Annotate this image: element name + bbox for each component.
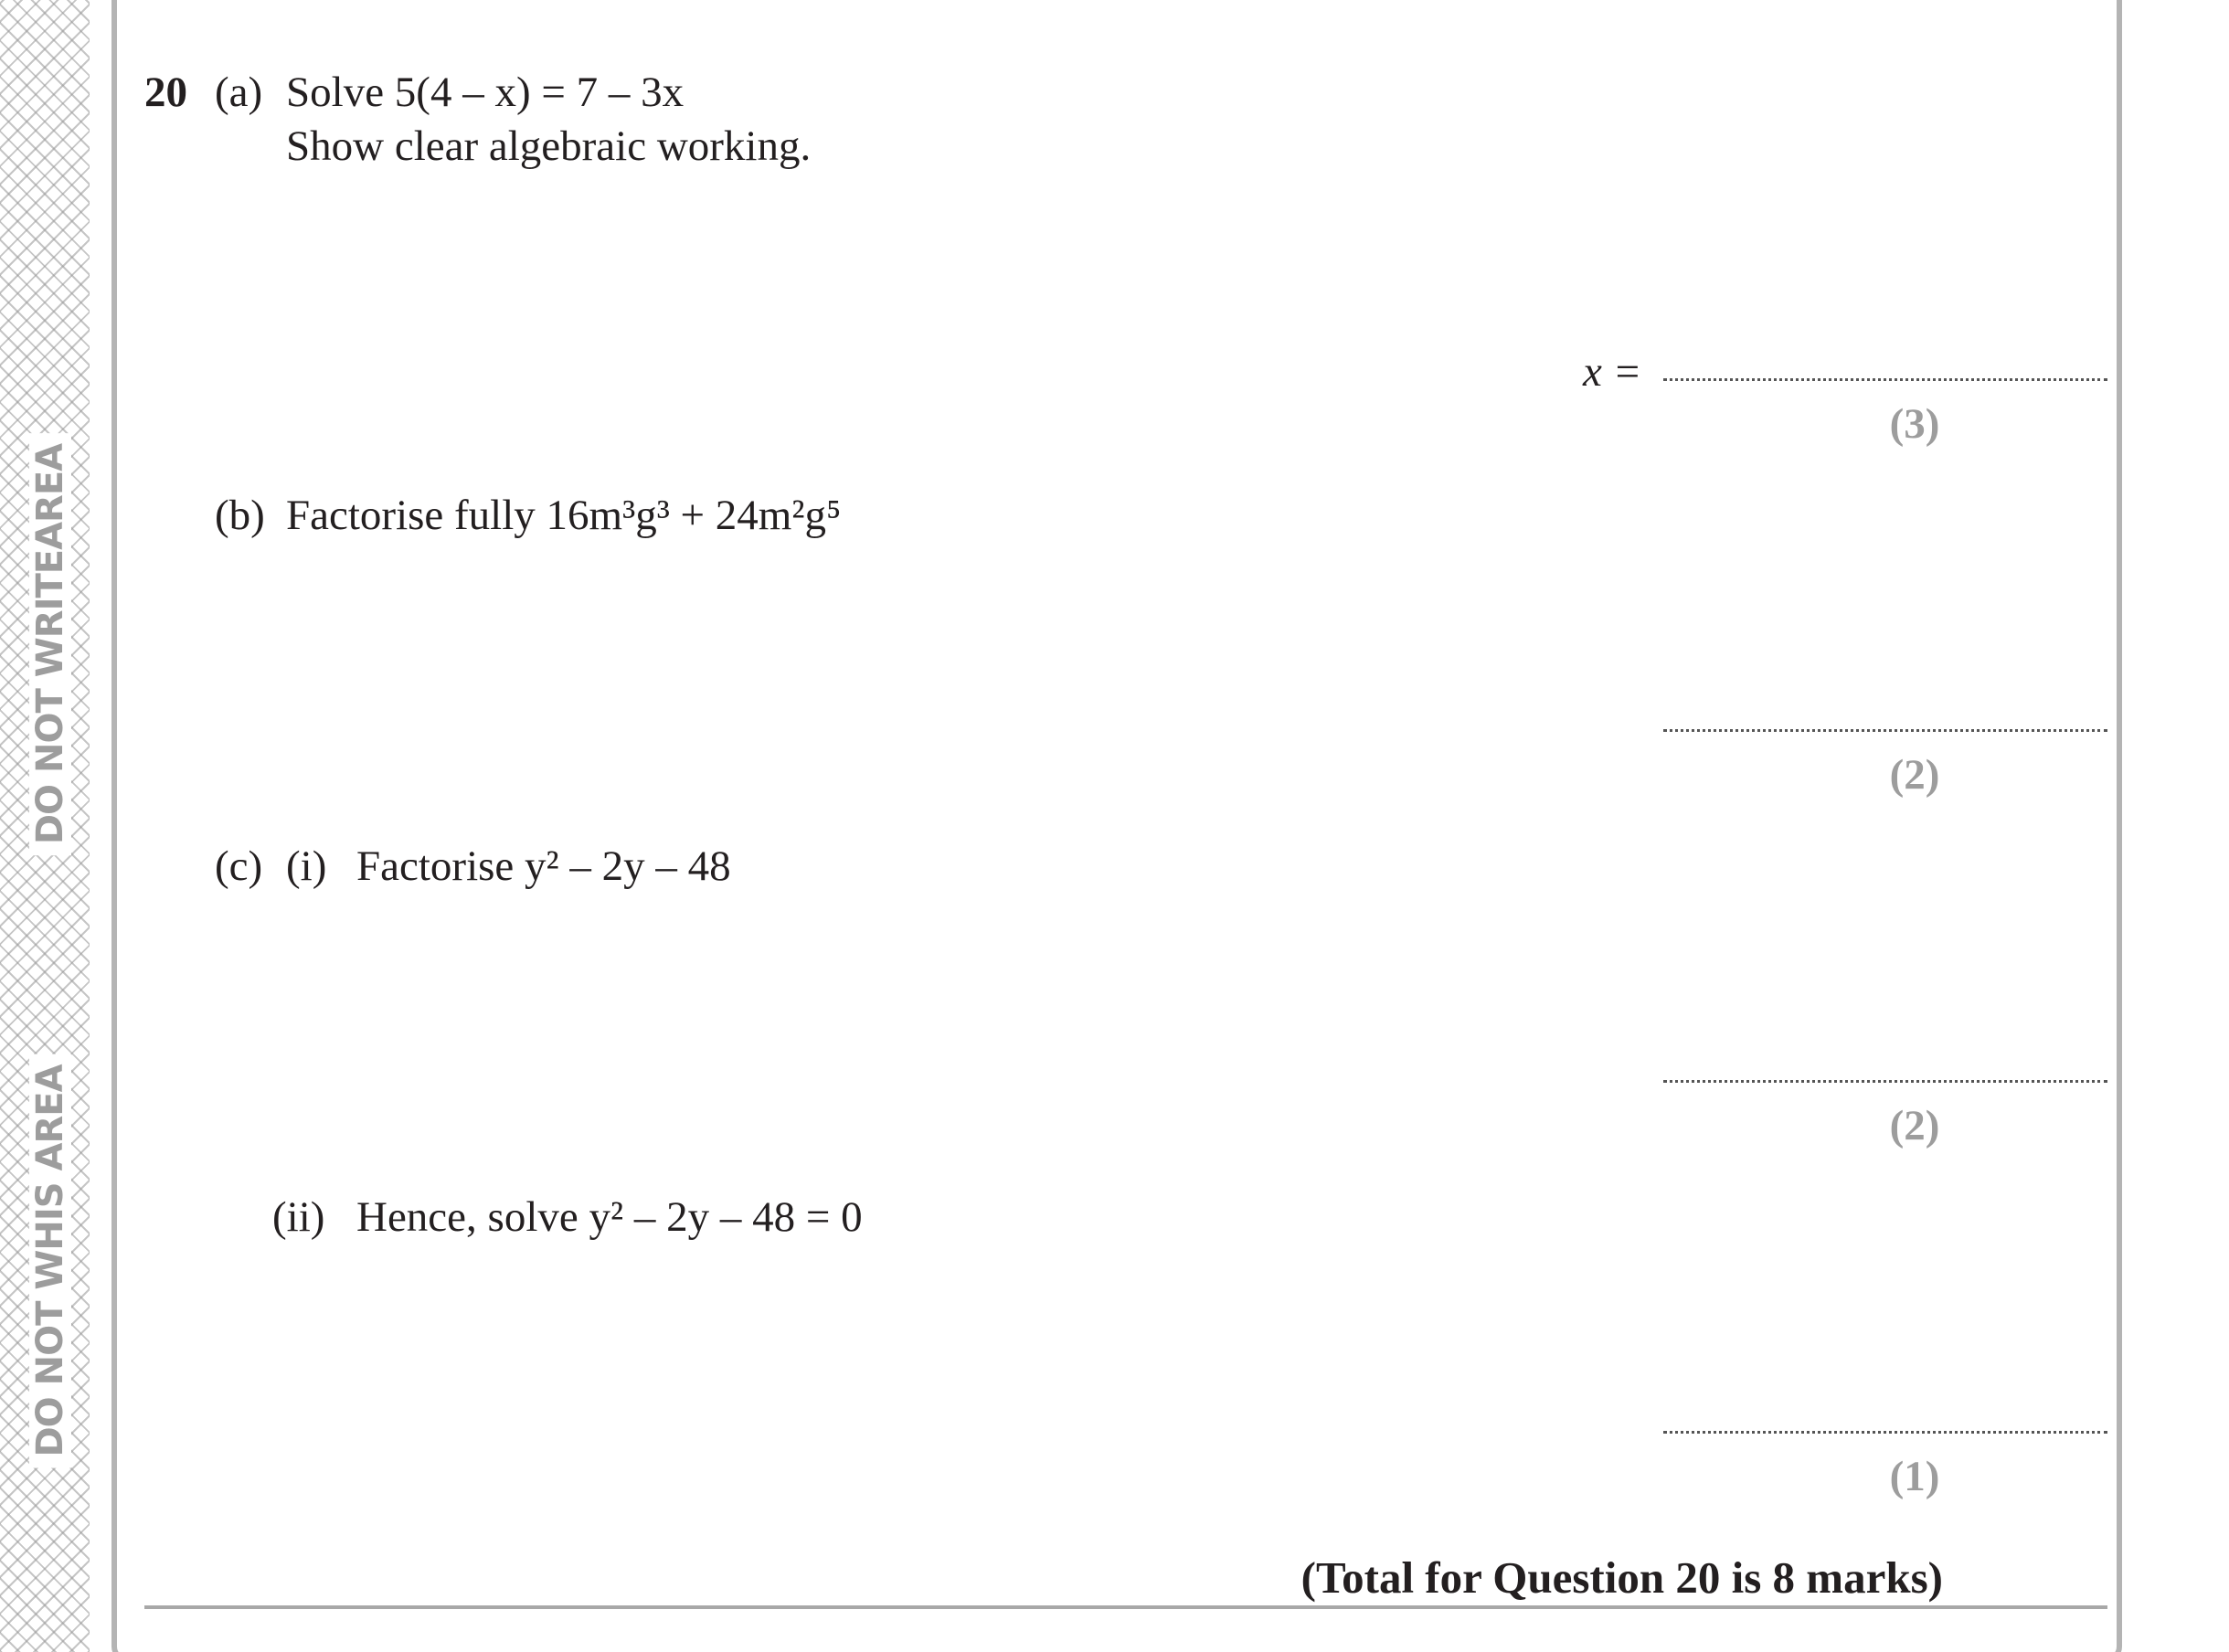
part-c-i-text: Factorise y² – 2y – 48 xyxy=(356,842,731,890)
part-b-text: Factorise fully 16m³g³ + 24m²g⁵ xyxy=(286,492,842,539)
marks-part-b: (2) xyxy=(1889,751,1940,799)
margin-strip xyxy=(0,0,90,1652)
margin-label-top: DO NOT WRITEAREA xyxy=(29,433,71,855)
answer-line-c-i[interactable] xyxy=(1663,1080,2107,1083)
part-a-label: (a) xyxy=(215,69,263,116)
part-c-ii-label: (ii) xyxy=(272,1193,325,1241)
question-number: 20 xyxy=(144,69,187,116)
section-divider xyxy=(144,1605,2107,1609)
answer-line-b[interactable] xyxy=(1663,729,2107,732)
page-frame xyxy=(111,0,2122,1652)
part-c-ii-text: Hence, solve y² – 2y – 48 = 0 xyxy=(356,1193,863,1241)
marks-part-c-ii: (1) xyxy=(1889,1453,1940,1500)
part-a-instruction: Show clear algebraic working. xyxy=(286,122,812,170)
question-total: (Total for Question 20 is 8 marks) xyxy=(1300,1552,1943,1603)
part-c-i-label: (i) xyxy=(286,842,327,890)
margin-label-bottom: DO NOT WHIS AREA xyxy=(29,1054,71,1467)
answer-line-c-ii[interactable] xyxy=(1663,1431,2107,1434)
part-b-label: (b) xyxy=(215,492,265,539)
marks-part-c-i: (2) xyxy=(1889,1102,1940,1149)
answer-line-a[interactable] xyxy=(1663,378,2107,381)
part-a-equation: Solve 5(4 – x) = 7 – 3x xyxy=(286,69,685,116)
part-c-label: (c) xyxy=(215,842,263,890)
answer-prefix-x xyxy=(1583,348,1642,396)
part-a-text xyxy=(286,71,684,114)
marks-part-a: (3) xyxy=(1889,400,1940,448)
answer-prefix-text: x = xyxy=(1583,348,1642,396)
